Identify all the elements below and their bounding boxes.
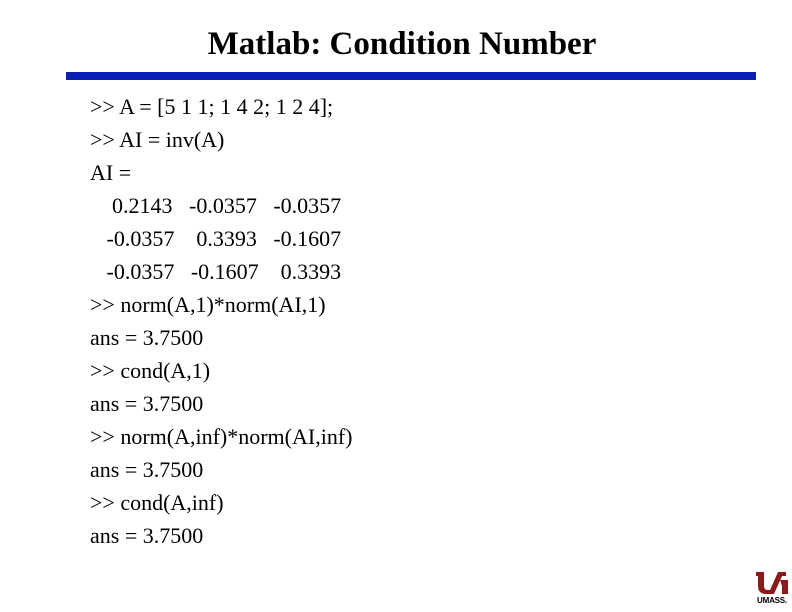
slide-title: Matlab: Condition Number — [207, 26, 597, 62]
umass-logo-icon — [752, 568, 792, 608]
title-underline — [66, 72, 756, 80]
command-line: >> cond(A,1) — [90, 358, 211, 383]
output-line: ans = 3.7500 — [90, 523, 204, 548]
command-line: >> A = [5 1 1; 1 4 2; 1 2 4]; — [90, 94, 334, 119]
command-line: >> norm(A,1)*norm(AI,1) — [90, 292, 326, 317]
output-line: ans = 3.7500 — [90, 457, 204, 482]
output-line: ans = 3.7500 — [90, 391, 204, 416]
output-line: ans = 3.7500 — [90, 325, 204, 350]
command-line: >> cond(A,inf) — [90, 490, 224, 515]
command-line: >> norm(A,inf)*norm(AI,inf) — [90, 424, 353, 449]
matrix-row: -0.0357 0.3393 -0.1607 — [90, 226, 342, 251]
matlab-session — [90, 90, 352, 552]
command-line: >> AI = inv(A) — [90, 127, 225, 152]
logo-text: UMASS. — [757, 596, 787, 605]
matrix-row: -0.0357 -0.1607 0.3393 — [90, 259, 342, 284]
matrix-row: 0.2143 -0.0357 -0.0357 — [90, 193, 342, 218]
output-line: AI = — [90, 160, 132, 185]
umass-logo-mark — [752, 568, 792, 598]
